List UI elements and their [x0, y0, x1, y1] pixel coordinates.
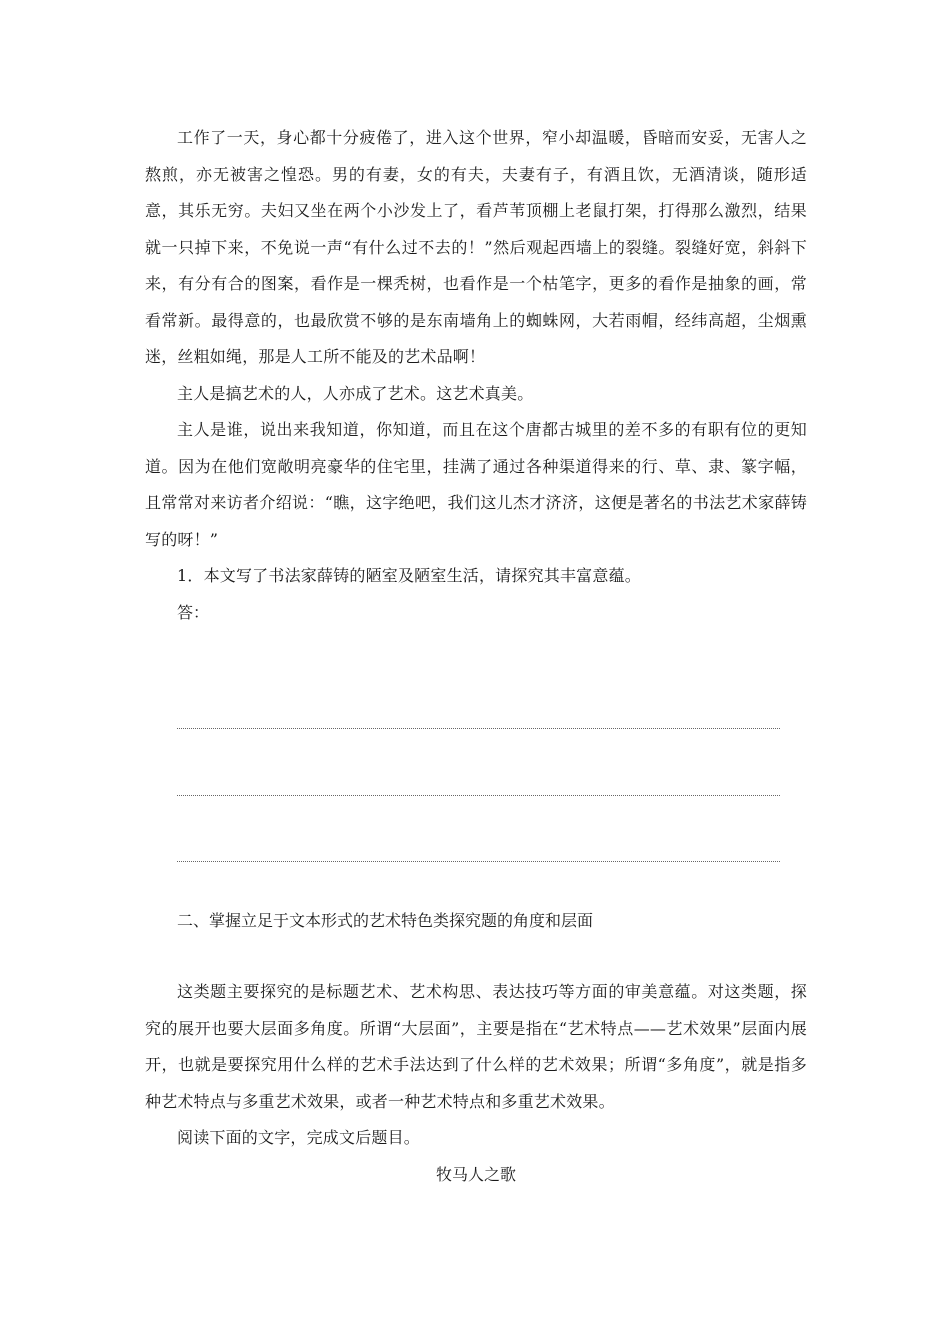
answer-line-2[interactable] — [177, 795, 780, 796]
question-1: 1．本文写了书法家薛铸的陋室及陋室生活，请探究其丰富意蕴。 — [177, 566, 641, 585]
answer-label: 答： — [177, 602, 210, 622]
passage-paragraph-1: 工作了一天，身心都十分疲倦了，进入这个世界，窄小却温暖，昏暗而安妥，无害人之熬煎，亦无被害之惶恐。男的有妻，女的有夫，夫妻有子，有酒且饮，无酒清谈，随形适意，其乐无穷。夫妇又坐在两个小沙发上了，看芦苇顶棚上老鼠打架，打得那么激烈，结果就一只掉下来，不免说一声“有什么过不去的！”然后观起西墙上的裂缝。裂缝好宽，斜斜下来，有分有合的图案，看作是一棵秃树，也看作是一个枯笔字，更多的看作是抽象的画，常看常新。最得意的，也最欣赏不够的是东南墙角上的蜘蛛网，大若雨帽，经纬高超，尘烟熏迷，丝粗如绳，那是人工所不能及的艺术品啊！ — [145, 128, 807, 366]
passage-paragraph-2: 主人是搞艺术的人，人亦成了艺术。这艺术真美。 — [177, 383, 534, 403]
section-2-body — [145, 974, 807, 1193]
reading-passage — [145, 120, 807, 631]
reading-title: 牧马人之歌 — [435, 1164, 516, 1184]
answer-line-1[interactable] — [177, 728, 780, 729]
reading-instruction: 阅读下面的文字，完成文后题目。 — [177, 1128, 421, 1147]
section-2-paragraph: 这类题主要探究的是标题艺术、艺术构思、表达技巧等方面的审美意蕴。对这类题，探究的展开也要大层面多角度。所谓“大层面”，主要是指在“艺术特点——艺术效果”层面内展开，也就是要探究用什么样的艺术手法达到了什么样的艺术效果；所谓“多角度”，就是指多种艺术特点与多重艺术效果，或者一种艺术特点和多重艺术效果。 — [145, 982, 807, 1111]
section-2-heading: 二、掌握立足于文本形式的艺术特色类探究题的角度和层面 — [177, 911, 594, 930]
answer-line-3[interactable] — [177, 861, 780, 862]
passage-paragraph-3: 主人是谁，说出来我知道，你知道，而且在这个唐都古城里的差不多的有职有位的更知道。因为在他们宽敞明亮豪华的住宅里，挂满了通过各种渠道得来的行、草、隶、篆字幅，且常常对来访者介绍说：“瞧，这字绝吧，我们这儿杰才济济，这便是著名的书法艺术家薛铸写的呀！” — [145, 420, 807, 549]
